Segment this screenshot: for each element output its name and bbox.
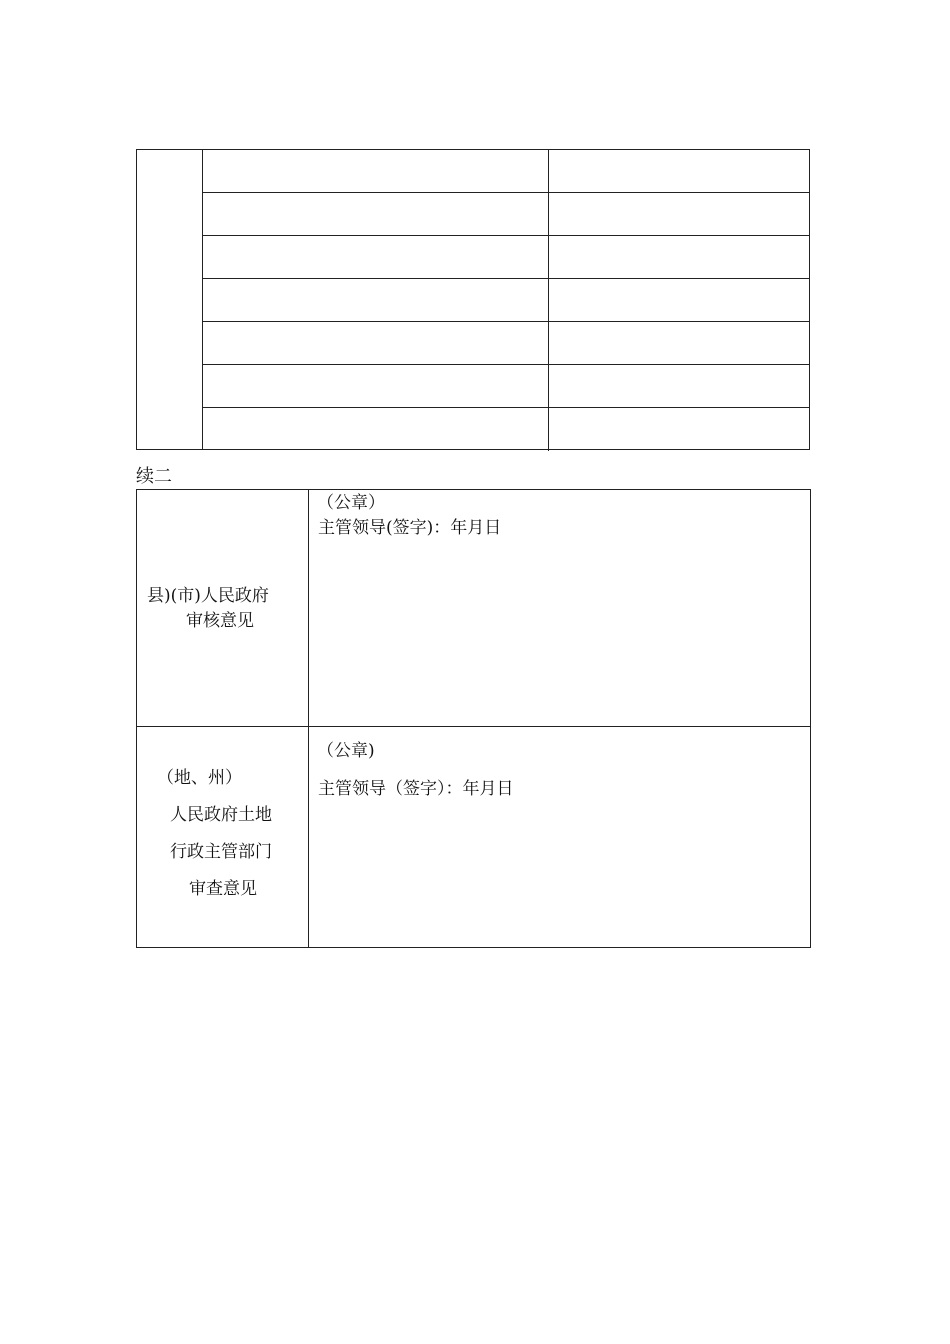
county-review-row bbox=[137, 490, 810, 727]
county-label-line1: 县)(市)人民政府 bbox=[147, 586, 269, 606]
continuation-table-top bbox=[136, 149, 810, 450]
table-cell bbox=[203, 322, 549, 364]
prefecture-review-content-cell[interactable] bbox=[309, 727, 810, 947]
official-seal-text: （公章） bbox=[317, 493, 385, 513]
table-row bbox=[203, 193, 810, 236]
table-row bbox=[203, 236, 810, 279]
table-cell bbox=[549, 322, 810, 364]
county-review-label-cell bbox=[137, 490, 309, 726]
official-seal-text: （公章) bbox=[317, 741, 375, 761]
table-row bbox=[203, 365, 810, 408]
table-row bbox=[203, 322, 810, 365]
table-row bbox=[203, 279, 810, 322]
table-cell bbox=[549, 236, 810, 278]
prefecture-label-line1: （地、州） bbox=[157, 768, 242, 788]
prefecture-review-row bbox=[137, 727, 810, 947]
table-cell bbox=[203, 408, 549, 451]
prefecture-label-line2: 人民政府土地 bbox=[170, 805, 272, 825]
prefecture-review-label-cell bbox=[137, 727, 309, 947]
table-left-column bbox=[137, 150, 203, 449]
county-label-line2: 审核意见 bbox=[186, 611, 254, 631]
signature-line: 主管领导（签字）：年月日 bbox=[318, 779, 514, 799]
continuation-label: 续二 bbox=[136, 466, 172, 487]
prefecture-label-line4: 审查意见 bbox=[189, 879, 257, 899]
table-cell bbox=[549, 150, 810, 192]
table-cell bbox=[549, 365, 810, 407]
table-row bbox=[203, 408, 810, 451]
table-cell bbox=[203, 236, 549, 278]
table-cell bbox=[549, 279, 810, 321]
table-cell bbox=[203, 150, 549, 192]
table-cell bbox=[203, 193, 549, 235]
signature-line: 主管领导(签字)：年月日 bbox=[318, 518, 502, 538]
table-cell bbox=[203, 365, 549, 407]
table-cell bbox=[203, 279, 549, 321]
prefecture-label-line3: 行政主管部门 bbox=[170, 842, 272, 862]
review-opinion-table bbox=[136, 489, 811, 948]
table-row bbox=[203, 150, 810, 193]
table-cell bbox=[549, 193, 810, 235]
table-cell bbox=[549, 408, 810, 451]
county-review-content-cell[interactable] bbox=[309, 490, 810, 726]
